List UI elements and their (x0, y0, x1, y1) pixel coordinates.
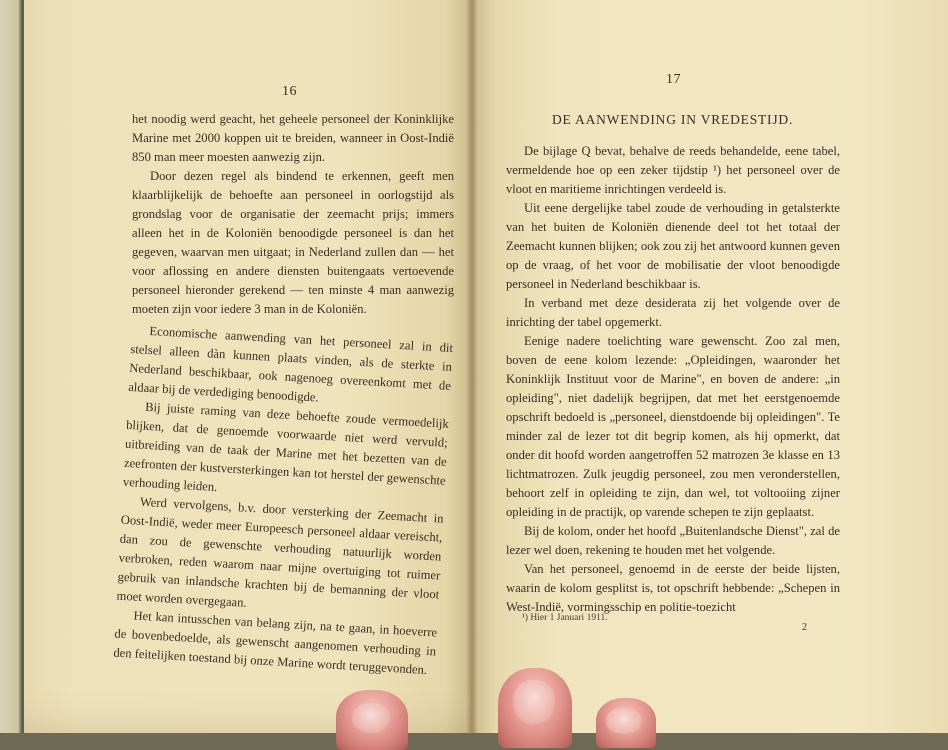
left-page-body (113, 110, 454, 678)
book-gutter (466, 0, 478, 733)
thumbnail-right (606, 708, 642, 734)
paragraph: Eenige nadere toelichting ware gewenscht. Zoo zal men, boven de eene kolom lezende: „Opleidingen, waaronder het Koninklijk Instituut voor de Marine", en boven de andere: „in opleiding", niet dadelijk begrijpen, dat met het eerstgenoemde opschrift bedoeld is „personeel, dienstdoende bij opleidingen". Te minder zal de lezer tot dit begrip komen, als hij opmerkt, dat onder dit hoofd worden aangetroffen 52 matrozen 3e klasse en 13 lichtmatrozen. Zulk jeugdig personeel, zou men veronderstellen, behoort zelf in opleiding te zijn, dan wel, tot voltooiing zijner opleiding in de practijk, op varende schepen te zijn geplaatst. (506, 334, 840, 519)
paragraph: Werd vervolgens, b.v. door versterking der Zeemacht in Oost-Indië, weder meer Europeesch personeel aldaar vereischt, dan zou de gewenschte verhouding natuurlijk worden verbroken, reden waarom naar mijne overtuiging tot ruimer gebruik van inlandsche krachten bij de bemanning der vloot moet worden overgegaan. (116, 494, 444, 610)
page-number-left: 16 (282, 84, 297, 99)
paragraph: De bijlage Q bevat, behalve de reeds behandelde, eene tabel, vermeldende hoe op een zeker tijdstip ¹) het personeel over de vloot en maritieme inrichtingen verdeeld is. (506, 144, 840, 196)
section-heading: DE AANWENDING IN VREDESTIJD. (552, 112, 794, 127)
page-number-right: 17 (666, 72, 681, 87)
paragraph: Het kan intusschen van belang zijn, na te gaan, in hoeverre de bovenbedoelde, als gewenscht aangenomen verhouding in den feitelijken toestand bij onze Marine wordt teruggevonden. (113, 608, 438, 678)
right-page (472, 0, 948, 733)
thumbnail-left (352, 703, 390, 733)
right-page-body (506, 142, 840, 617)
footnote: ¹) Hier 1 Januari 1911. (522, 613, 608, 623)
paragraph: Bij juiste raming van deze behoefte zoude vermoedelijk blijken, dat de genoemde voorwaarde niet werd vervuld; uitbreiding van de taak der Marine met het bezetten van de zeefronten der kustversterkingen kan tot herstel der gewenschte verhouding leiden. (122, 399, 450, 495)
paragraph: Economische aanwending van het personeel zal in dit stelsel alleen dàn kunnen plaats vinden, als de sterkte in Nederland beschikbaar, ook nagenoeg overeenkomt met de aldaar bij de verdediging benoodigde. (127, 324, 454, 405)
signature-mark: 2 (802, 622, 807, 633)
curved-text-block (113, 321, 454, 680)
paragraph: Door dezen regel als bindend te erkennen, geeft men klaarblijkelijk de behoefte aan personeel in oorlogstijd als grondslag voor de organisatie der zeemacht prijs; immers alleen het in de Koloniën benoodigde personeel is dan het gegeven, waarvan men uitgaat; in Nederland zullen dan — het voor aflossing en andere diensten buitengaats vertoevende personeel hieronder gerekend — ten minste 4 man aanwezig moeten zijn voor iedere 3 man in de Koloniën. (132, 169, 454, 316)
paragraph: Van het personeel, genoemd in de eerste der beide lijsten, waarin de kolom gesplitst is, tot opschrift hebbende: „Schepen in West-Indië, vormingsschip en politie-toezicht (506, 562, 840, 614)
paragraph: In verband met deze desiderata zij het volgende over de inrichting der tabel opgemerkt. (506, 296, 840, 329)
left-page (24, 0, 472, 733)
thumbnail-center (513, 680, 555, 724)
paragraph: het noodig werd geacht, het geheele personeel der Koninklijke Marine met 2000 koppen uit te breiden, wanneer in Oost-Indië 850 man meer moesten aanwezig zijn. (132, 112, 454, 164)
paragraph: Uit eene dergelijke tabel zoude de verhouding in getalsterkte van het buiten de Koloniën dienende deel tot het totaal der Zeemacht kunnen blijken; ook zou zij het antwoord kunnen geven op de vraag, of het voor de mobilisatie der vloot benoodigde personeel in Nederland beschikbaar is. (506, 201, 840, 291)
paragraph: Bij de kolom, onder het hoofd „Buitenlandsche Dienst", zal de lezer wel doen, rekening te houden met het volgende. (506, 524, 840, 557)
